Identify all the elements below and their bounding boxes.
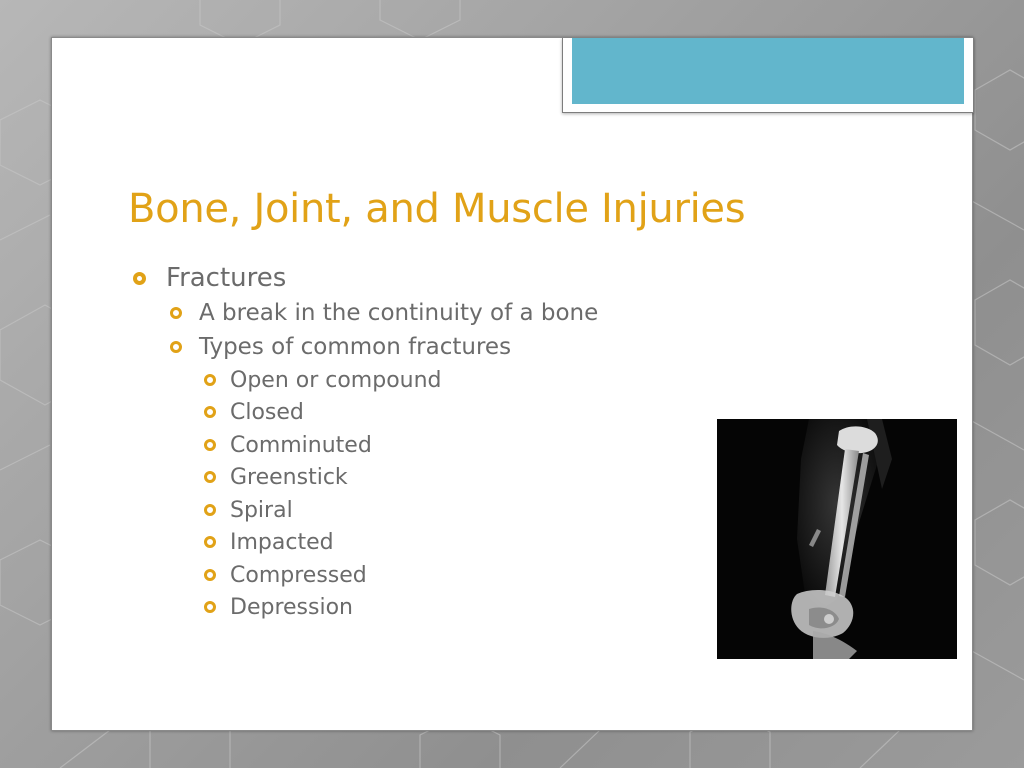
bullet-impacted [204, 528, 334, 556]
bullet-text: Comminuted [230, 432, 372, 458]
bullet-text: Impacted [230, 529, 334, 555]
bullet-types [170, 332, 511, 362]
bullet-marker-icon [204, 601, 216, 613]
bullet-marker-icon [204, 471, 216, 483]
bullet-marker-icon [204, 374, 216, 386]
bullet-marker-icon [204, 536, 216, 548]
bullet-marker-icon [204, 569, 216, 581]
bullet-compressed [204, 561, 367, 589]
bullet-closed [204, 398, 304, 426]
bullet-marker-icon [133, 272, 146, 285]
bullet-text: Compressed [230, 562, 367, 588]
bullet-definition [170, 298, 598, 328]
bullet-marker-icon [170, 307, 182, 319]
xray-leg-icon [717, 419, 957, 659]
bullet-text: Spiral [230, 497, 293, 523]
bullet-text: Types of common fractures [199, 334, 512, 360]
bullet-marker-icon [204, 439, 216, 451]
bullet-text: A break in the continuity of a bone [199, 300, 599, 326]
slide-title: Bone, Joint, and Muscle Injuries [128, 186, 746, 232]
bullet-spiral [204, 496, 293, 524]
bullet-marker-icon [204, 406, 216, 418]
bullet-text: Closed [230, 399, 304, 425]
bullet-marker-icon [204, 504, 216, 516]
bullet-marker-icon [170, 341, 182, 353]
bullet-comminuted [204, 431, 372, 459]
bullet-text: Depression [230, 594, 353, 620]
bullet-greenstick [204, 463, 348, 491]
bullet-text: Greenstick [230, 464, 348, 490]
xray-leg-image [717, 419, 957, 659]
bullet-depression [204, 593, 353, 621]
bullet-open [204, 366, 442, 394]
bullet-text: Fractures [166, 263, 287, 293]
bullet-text: Open or compound [230, 367, 442, 393]
bullet-fractures [133, 262, 286, 294]
